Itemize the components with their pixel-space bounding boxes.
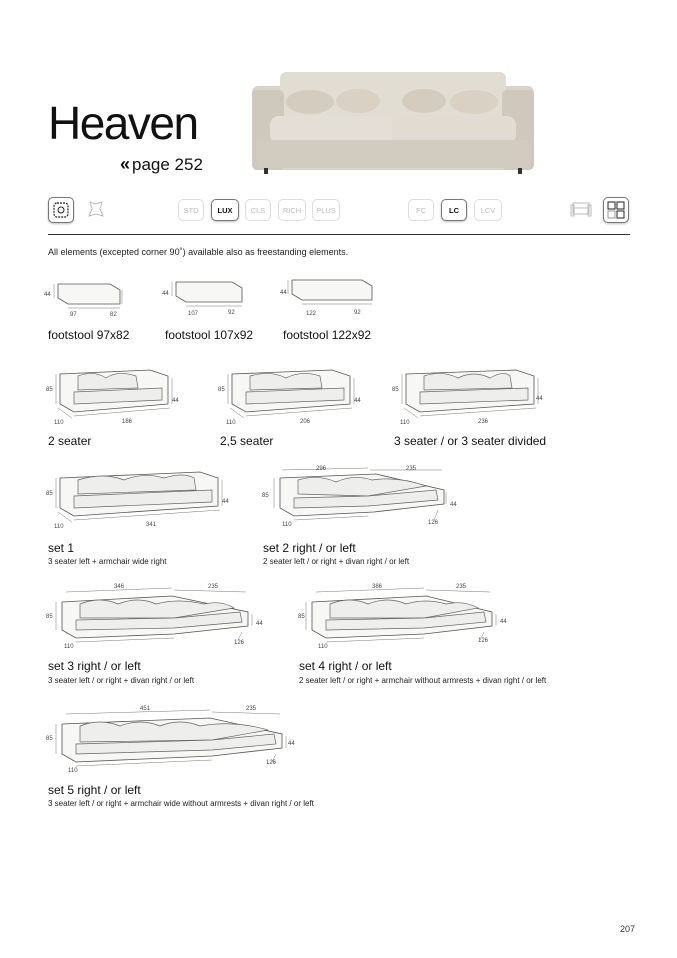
dim-width-right: 235 [208, 584, 219, 590]
dim-width-right: 235 [456, 584, 467, 590]
dim-chaise-depth: 126 [478, 638, 489, 644]
set-4-label: set 4 right / or left [299, 659, 392, 673]
dim-depth: 92 [354, 310, 361, 316]
set-3-label: set 3 right / or left [48, 659, 141, 673]
dim-height: 85 [298, 614, 305, 620]
set-3-drawing [44, 578, 274, 650]
dim-depth: 110 [226, 420, 236, 426]
chip-lc[interactable]: LC [441, 199, 467, 221]
page-title: Heaven [48, 97, 198, 149]
chip-lcv[interactable]: LCV [474, 199, 502, 221]
chip-std[interactable]: STD [178, 199, 204, 221]
footstool-107-label: footstool 107x92 [165, 328, 254, 342]
sofa-2-seater-label: 2 seater [48, 434, 92, 448]
dim-width: 206 [300, 419, 311, 425]
footstool-97-drawing [44, 276, 134, 322]
dim-seat: 44 [536, 396, 543, 402]
dim-seat: 44 [172, 398, 179, 404]
dim-height: 85 [46, 736, 53, 742]
page-ref-symbol: « [120, 154, 131, 174]
dim-seat: 44 [354, 398, 361, 404]
dim-height: 85 [46, 491, 53, 497]
dim-width-left: 451 [140, 706, 151, 712]
dim-height: 85 [46, 614, 53, 620]
chip-lux[interactable]: LUX [211, 199, 239, 221]
dim-chaise-depth: 126 [234, 640, 245, 646]
modular-elements-icon[interactable] [603, 197, 629, 223]
dim-seat: 44 [450, 502, 457, 508]
sofa-3-seater-drawing [390, 364, 550, 430]
set-2-label: set 2 right / or left [263, 541, 356, 555]
fabric-pattern-icon[interactable] [48, 197, 74, 223]
availability-note: All elements (excepted corner 90˚) available also as freestanding elements. [48, 247, 349, 257]
dim-width: 341 [146, 522, 157, 528]
dim-width-left: 386 [372, 584, 383, 590]
footstool-122-label: footstool 122x92 [283, 328, 372, 342]
chip-fc[interactable]: FC [408, 199, 434, 221]
sofa-3-seater-label: 3 seater / or 3 seater divided [394, 434, 547, 448]
dim-height: 44 [44, 292, 51, 298]
footstool-107-drawing [162, 276, 252, 322]
dim-height: 85 [46, 387, 53, 393]
dim-chaise-depth: 126 [266, 760, 277, 766]
sofa-2-5-seater-label: 2,5 seater [220, 434, 274, 448]
dim-height: 44 [280, 290, 287, 296]
dim-height: 85 [218, 387, 225, 393]
page-number: 207 [619, 924, 635, 934]
sofa-2-seater-drawing [44, 364, 184, 430]
page-reference[interactable] [120, 154, 203, 175]
dim-width-left: 296 [316, 466, 327, 472]
set-1-drawing [44, 466, 234, 534]
set-2-desc: 2 seater left / or right + divan right / or left [263, 557, 410, 566]
dim-width-right: 235 [406, 466, 417, 472]
set-5-desc: 3 seater left / or right + armchair wide without armrests + divan right / or left [48, 799, 314, 808]
set-4-drawing [296, 578, 516, 650]
dim-width: 122 [306, 311, 317, 317]
dim-width: 186 [122, 419, 133, 425]
dim-width: 97 [70, 312, 77, 318]
chip-cls[interactable]: CLS [245, 199, 271, 221]
dim-seat: 44 [288, 741, 295, 747]
dim-height: 85 [392, 387, 399, 393]
set-5-label: set 5 right / or left [48, 783, 141, 797]
dim-depth: 110 [400, 420, 410, 426]
set-5-drawing [44, 700, 304, 776]
dim-depth: 110 [54, 524, 64, 530]
armchair-icon[interactable] [569, 197, 593, 221]
leather-hide-icon[interactable] [84, 197, 108, 221]
footstool-122-drawing [280, 276, 380, 322]
dim-width-left: 346 [114, 584, 125, 590]
dim-height: 44 [162, 291, 169, 297]
dim-depth: 110 [54, 420, 64, 426]
set-4-desc: 2 seater left / or right + armchair without armrests + divan right / or left [299, 676, 547, 685]
footstool-97-label: footstool 97x82 [48, 328, 130, 342]
page-ref-text: page 252 [132, 155, 203, 174]
sofa-2-5-seater-drawing [216, 364, 366, 430]
dim-seat: 44 [222, 499, 229, 505]
divider [48, 234, 630, 235]
dim-depth: 110 [64, 644, 74, 650]
dim-width: 236 [478, 419, 489, 425]
set-3-desc: 3 seater left / or right + divan right / or left [48, 676, 195, 685]
dim-depth: 110 [318, 644, 328, 650]
dim-chaise-depth: 126 [428, 520, 439, 526]
dim-depth: 92 [228, 310, 235, 316]
dim-width-right: 235 [246, 706, 257, 712]
dim-depth: 110 [68, 768, 78, 774]
chip-rich[interactable]: RICH [278, 199, 306, 221]
set-2-drawing [258, 460, 468, 532]
chip-plus[interactable]: PLUS [312, 199, 340, 221]
dim-width: 107 [188, 311, 199, 317]
dim-seat: 44 [500, 619, 507, 625]
set-1-desc: 3 seater left + armchair wide right [48, 557, 167, 566]
dim-height: 85 [262, 493, 269, 499]
dim-depth: 110 [282, 522, 292, 528]
dim-seat: 44 [256, 621, 263, 627]
dim-depth: 82 [110, 312, 117, 318]
hero-sofa-image [248, 68, 538, 178]
set-1-label: set 1 [48, 541, 75, 555]
